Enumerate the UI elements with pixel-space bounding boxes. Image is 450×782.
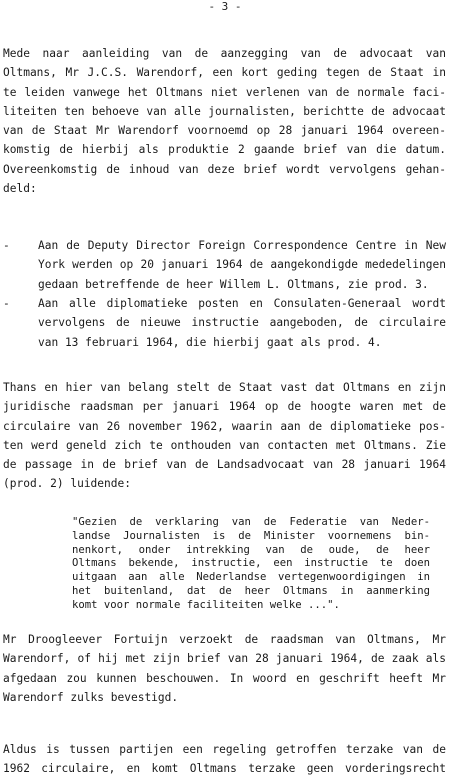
paragraph-line: Overeenkomstig de inhoud van deze brief wordt vervolgens gehan- [3, 162, 446, 176]
bullet-text [38, 236, 446, 294]
paragraph-line: Warendorf, of hij met zijn brief van 28 januari 1964, de zaak als [3, 652, 446, 666]
paragraph-line: liteiten ten behoeve van alle journalisten, berichtte de advocaat [3, 104, 446, 118]
paragraph-1 [3, 44, 446, 198]
paragraph-line: (prod. 2) luidende: [3, 477, 131, 491]
paragraph-line: circulaire van 26 november 1962, waarin aan de diplomatieke pos- [3, 419, 446, 433]
quote-line: nenkort, onder intrekking van de oude, de heer [72, 543, 430, 556]
paragraph-line: Aldus is tussen partijen een regeling getroffen terzake van de [3, 743, 446, 756]
bullet-line: York werden op 20 januari 1964 de aangekondigde mededelingen [38, 258, 446, 272]
quote-line: uitgaan aan alle Nederlandse vertegenwoordigingen in [72, 571, 430, 584]
bullet-line: gedaan betreffende de heer Willem L. Oltmans, zie prod. 3. [38, 277, 429, 291]
bullet-line: Aan de Deputy Director Foreign Correspondence Centre in New [38, 239, 446, 252]
page-number: - 3 - [208, 0, 242, 13]
paragraph-3 [3, 630, 446, 707]
paragraph-line: van de Staat Mr Warendorf voornoemd op 28 januari 1964 overeen- [3, 124, 446, 138]
paragraph-line: ten werd geneld zich te onthouden van contacten met Oltmans. Zie [3, 438, 446, 452]
paragraph-line: te leiden vanwege het Oltmans niet verlenen van de normale faci- [3, 85, 446, 99]
paragraph-line: Oltmans, Mr J.C.S. Warendorf, een kort geding tegen de Staat in [3, 66, 446, 80]
paragraph-line: deld: [3, 182, 37, 196]
paragraph-2 [3, 378, 446, 494]
bullet-line: Aan alle diplomatieke posten en Consulaten-Generaal wordt [38, 297, 446, 310]
bullet-dash: - [3, 239, 10, 252]
paragraph-line: juridische raadsman per januari 1964 op de hoogte waren met de [3, 400, 446, 414]
paragraph-line: Thans en hier van belang stelt de Staat vast dat Oltmans en zijn [3, 381, 446, 394]
paragraph-line: de passage in de brief van de Landsadvocaat van 28 januari 1964 [3, 458, 446, 472]
paragraph-line: Mr Droogleever Fortuijn verzoekt de raadsman van Oltmans, Mr [3, 633, 446, 646]
bullet-line: vervolgens de nieuwe instructie aangeboden, de circulaire [38, 316, 446, 330]
paragraph-line: Mede naar aanleiding van de aanzegging van de advocaat van [3, 47, 446, 60]
paragraph-line: 1962 circulaire, en komt Oltmans terzake geen vorderingsrecht [3, 762, 446, 776]
quote-line: het buitenland, dat de heer Oltmans in aanmerking [72, 584, 430, 597]
paragraph-line: afgedaan zou kunnen beschouwen. In woord en geschrift heeft Mr [3, 671, 446, 685]
bullet-text [38, 294, 446, 352]
paragraph-4 [3, 740, 446, 779]
quote-line: "Gezien de verklaring van de Federatie van Neder- [72, 516, 430, 528]
paragraph-line: komstig de hierbij als produktie 2 gaande brief van die datum. [3, 143, 446, 157]
paragraph-line: Warendorf zulks bevestigd. [3, 690, 179, 704]
block-quote [72, 516, 430, 613]
quote-line: Oltmans bekende, instructie, een instructie te doen [72, 557, 430, 570]
quote-line: komt voor normale faciliteiten welke ...". [72, 598, 340, 611]
bullet-line: van 13 februari 1964, die hierbij gaat als prod. 4. [38, 335, 382, 349]
bullet-dash: - [3, 297, 10, 310]
quote-line: landse Journalisten is de Minister voornemens bin- [72, 529, 430, 542]
